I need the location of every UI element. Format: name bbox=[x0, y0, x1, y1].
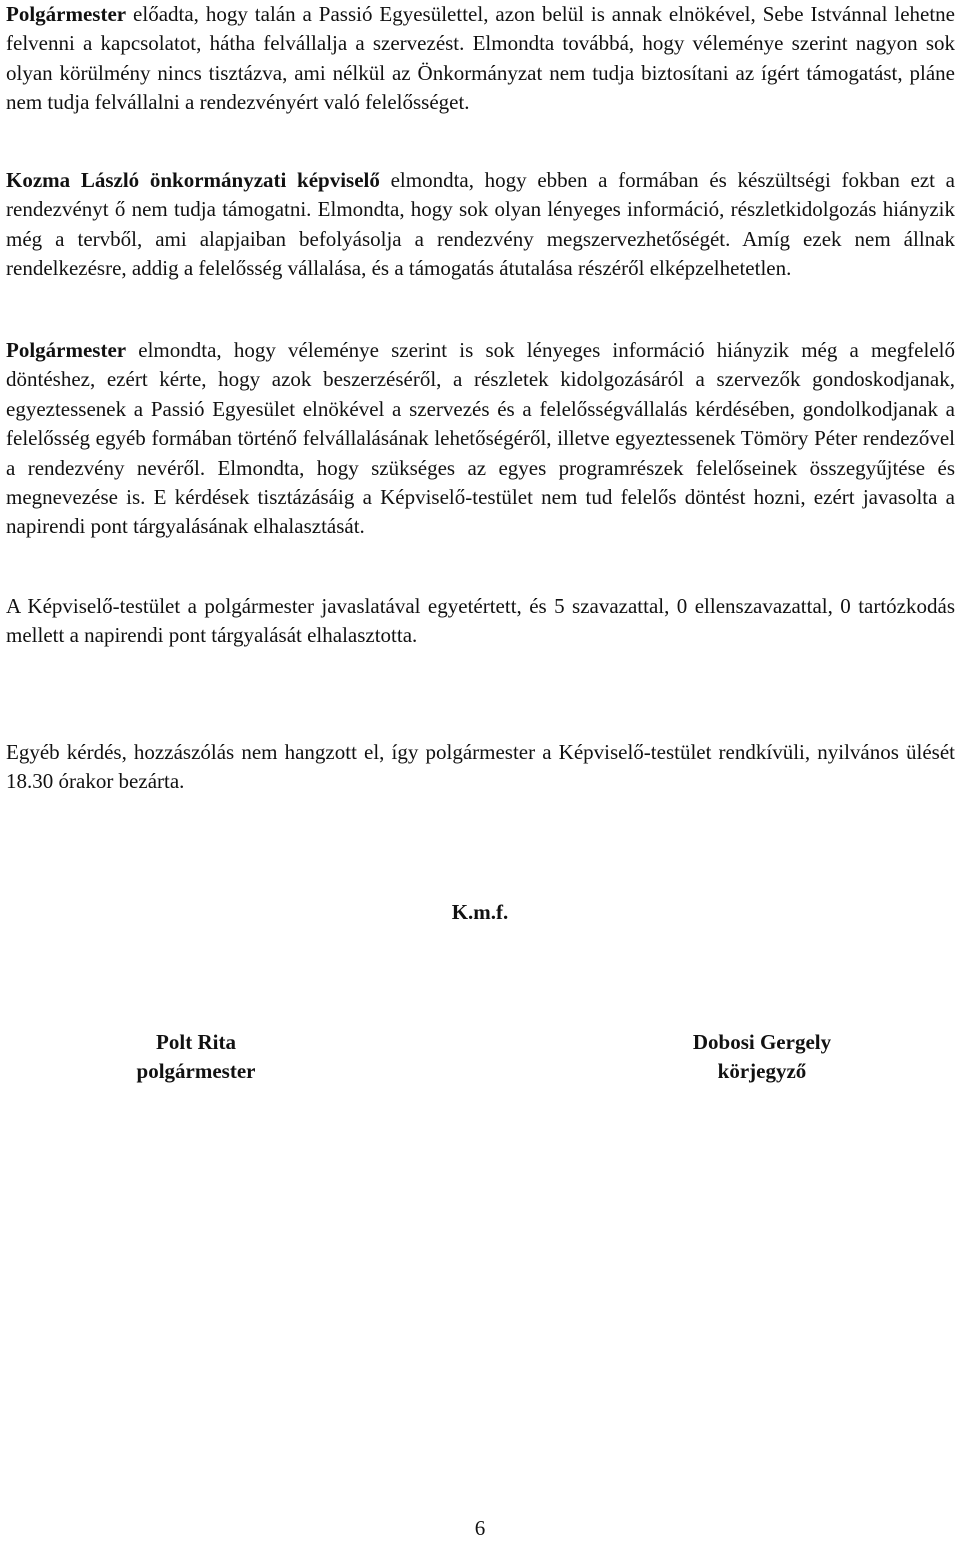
paragraph-text: elmondta, hogy véleménye szerint is sok lényeges információ hiányzik még a megfelelő döntéshez, ezért kérte, hogy azok beszerzéséről, a részletek kidolgozásáról a szervezők gondoskodjanak, egyeztessenek a Passió Egyesület elnökével a szervezés és a felelősségvállalás kérdésében, gondolkodjanak a felelősség egyéb formában történő felvállalásának lehetőségéről, illetve egyeztessenek Tömöry Péter rendezővel a rendezvény nevéről. Elmondta, hogy szükséges az egyes programrészek felelőseinek összegyűjtése és megnevezése is. E kérdések tisztázásáig a Képviselő-testület nem tud felelős döntést hozni, ezért javasolta a napirendi pont tárgyalásának elhalasztását. bbox=[6, 338, 955, 539]
paragraph-3 bbox=[6, 336, 955, 542]
paragraph-text: elmondta, hogy ebben a formában és készültségi fokban ezt a rendezvényt ő nem tudja támogatni. Elmondta, hogy sok olyan lényeges információ, részletkidolgozás hiányzik még a tervből, ami alapjaiban befolyásolja a rendezvény megszervezhetőségét. Amíg ezek nem állnak rendelkezésre, addig a felelősség vállalása, és a támogatás átutalása részéről elképzelhetetlen. bbox=[6, 168, 955, 281]
paragraph-text: előadta, hogy talán a Passió Egyesülettel, azon belül is annak elnökével, Sebe Istvánnal lehetne felvenni a kapcsolatot, hátha felvállalja a szervezést. Elmondta továbbá, hogy véleménye szerint nagyon sok olyan körülmény nincs tisztázva, ami nélkül az Önkormányzat nem tudja biztosítani az ígért támogatást, pláne nem tudja felvállalni a rendezvényért való felelősséget. bbox=[6, 2, 955, 115]
speaker-name: Polgármester bbox=[6, 338, 127, 362]
signature-block-notary bbox=[662, 1028, 862, 1087]
speaker-name: Polgármester bbox=[6, 2, 127, 26]
kmf-label: K.m.f. bbox=[451, 900, 509, 924]
paragraph-text: Egyéb kérdés, hozzászólás nem hangzott el, így polgármester a Képviselő-testület rendkívüli, nyilvános ülését 18.30 órakor bezárta. bbox=[6, 740, 955, 794]
paragraph-text: A Képviselő-testület a polgármester javaslatával egyetértett, és 5 szavazattal, 0 ellenszavazattal, 0 tartózkodás mellett a napirendi pont tárgyalását elhalasztotta. bbox=[6, 594, 955, 648]
page-number: 6 bbox=[474, 1516, 486, 1540]
signature-block-mayor bbox=[96, 1028, 296, 1087]
speaker-name: Kozma László önkormányzati képviselő bbox=[6, 168, 380, 192]
signature-name: Dobosi Gergely bbox=[692, 1030, 832, 1054]
signature-name: Polt Rita bbox=[156, 1030, 236, 1054]
closing-paragraph bbox=[6, 738, 955, 797]
paragraph-2 bbox=[6, 166, 955, 284]
resolution-paragraph bbox=[6, 592, 955, 651]
signature-title: polgármester bbox=[136, 1059, 256, 1084]
paragraph-1 bbox=[6, 0, 955, 118]
signature-title: körjegyző bbox=[717, 1059, 807, 1084]
